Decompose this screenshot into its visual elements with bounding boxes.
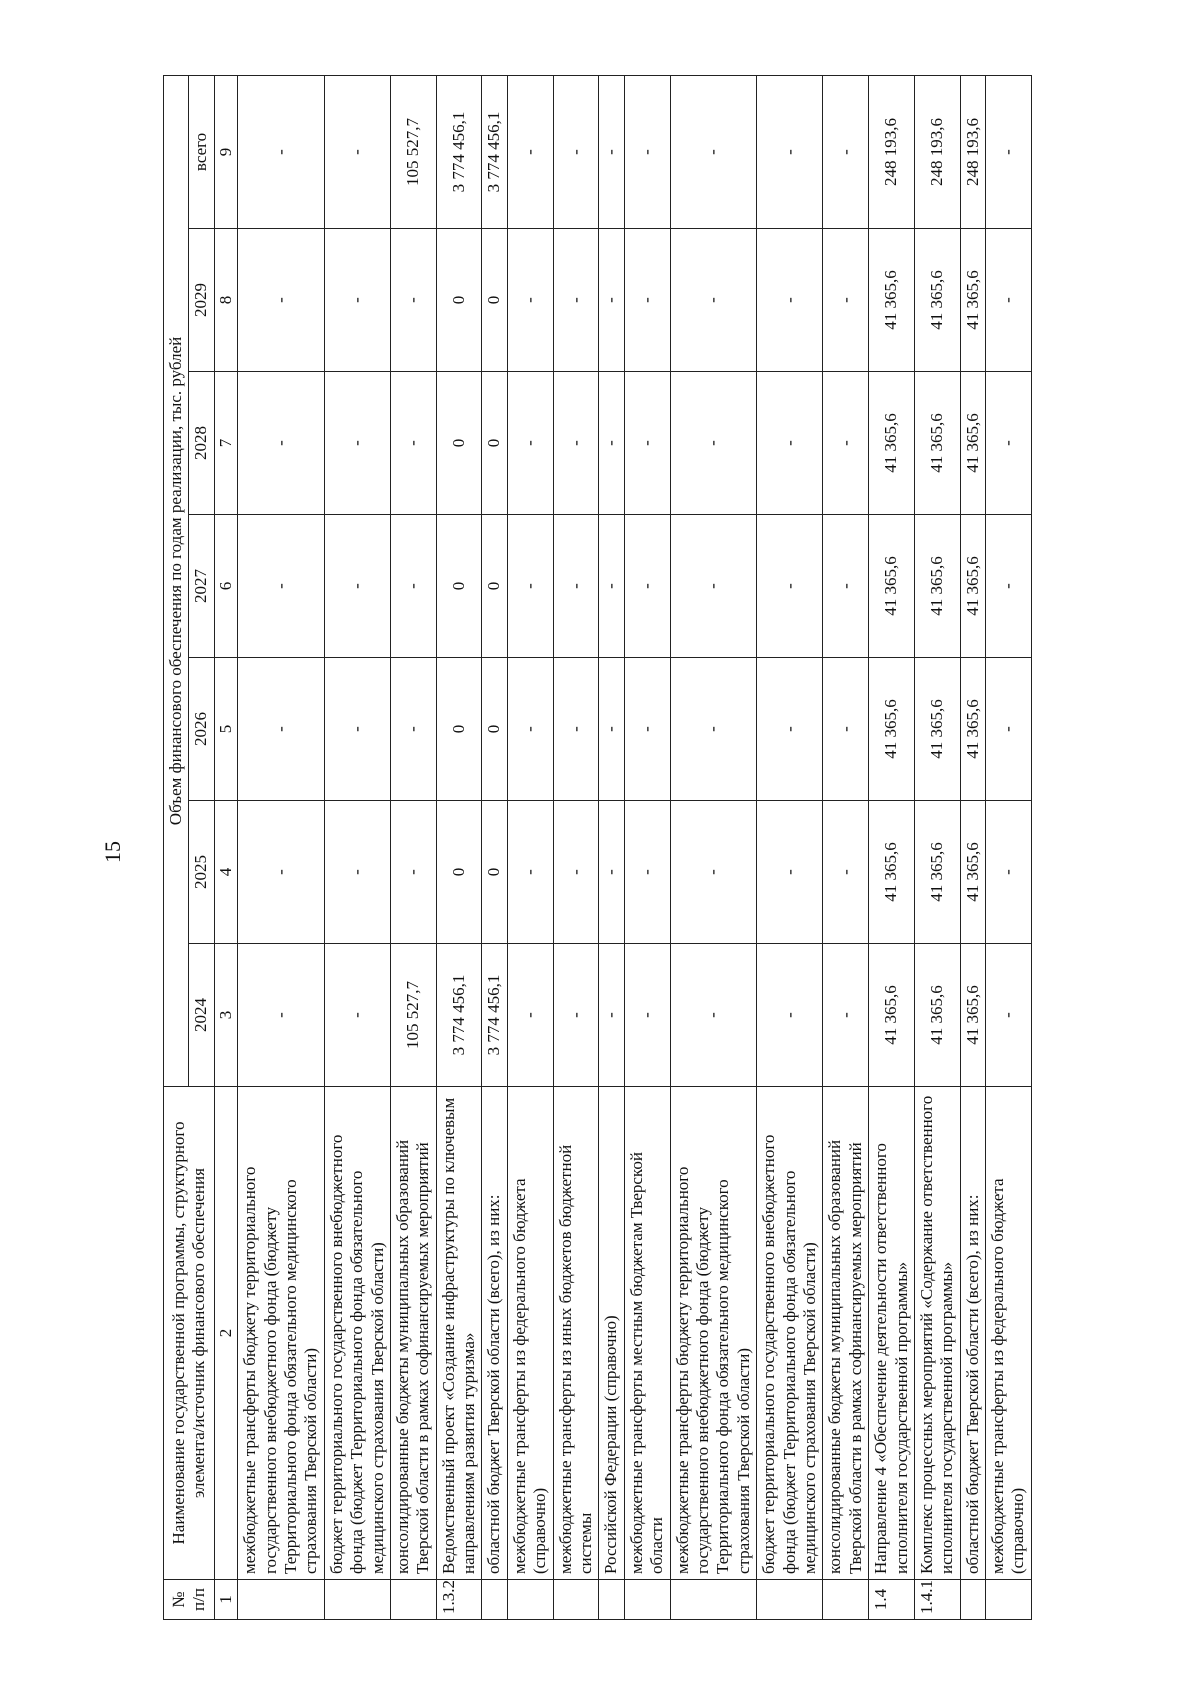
header-year: 2025	[189, 801, 214, 944]
row-name: консолидированные бюджеты муниципальных образований Тверской области в рамках софинансируемых мероприятий	[390, 1087, 436, 1580]
table-row	[599, 75, 624, 1619]
index-cell: 9	[214, 75, 237, 228]
value-year: -	[986, 229, 1032, 372]
value-year: -	[757, 229, 823, 372]
value-year: 0	[482, 658, 507, 801]
value-year: -	[390, 515, 436, 658]
value-year: -	[507, 944, 553, 1087]
value-year: 41 365,6	[914, 372, 960, 515]
value-year: -	[507, 658, 553, 801]
value-year: -	[238, 515, 325, 658]
value-year: -	[553, 372, 599, 515]
value-year: -	[324, 372, 390, 515]
value-year: -	[553, 658, 599, 801]
value-year: 0	[436, 229, 482, 372]
value-year: -	[986, 515, 1032, 658]
table-row	[869, 75, 915, 1619]
value-year: 41 365,6	[960, 515, 985, 658]
value-year: 0	[436, 801, 482, 944]
row-name: Направление 4 «Обеспечение деятельности ответственного исполнителя государственной программы»	[869, 1087, 915, 1580]
value-year: -	[390, 372, 436, 515]
value-year: -	[670, 229, 757, 372]
row-number	[624, 1580, 670, 1620]
value-year: 0	[482, 372, 507, 515]
value-year: -	[986, 944, 1032, 1087]
value-total: -	[624, 75, 670, 228]
header-year: 2028	[189, 372, 214, 515]
table-row	[324, 75, 390, 1619]
row-name: межбюджетные трансферты бюджету территориального государственного внебюджетного фонда (бюджету Территориального фонда обязательного медицинского страхования Тверской области)	[670, 1087, 757, 1580]
value-year: -	[238, 944, 325, 1087]
value-year: 41 365,6	[960, 944, 985, 1087]
value-year: -	[238, 229, 325, 372]
index-cell: 6	[214, 515, 237, 658]
value-year: -	[823, 515, 869, 658]
table-row	[390, 75, 436, 1619]
row-number	[960, 1580, 985, 1620]
header-year: 2027	[189, 515, 214, 658]
table-row	[757, 75, 823, 1619]
value-total: -	[670, 75, 757, 228]
value-total: -	[757, 75, 823, 228]
value-total: -	[238, 75, 325, 228]
value-year: 41 365,6	[869, 229, 915, 372]
value-year: 0	[436, 658, 482, 801]
value-year: -	[324, 515, 390, 658]
value-year: -	[823, 229, 869, 372]
row-name: межбюджетные трансферты из федерального бюджета (справочно)	[507, 1087, 553, 1580]
value-year: 41 365,6	[960, 372, 985, 515]
row-name: бюджет территориального государственного внебюджетного фонда (бюджет Территориального фонда обязательного медицинского страхования Тверской области)	[324, 1087, 390, 1580]
row-name: межбюджетные трансферты из федерального бюджета (справочно)	[986, 1087, 1032, 1580]
value-year: -	[823, 372, 869, 515]
value-year: -	[670, 658, 757, 801]
value-year: -	[624, 372, 670, 515]
table-row	[823, 75, 869, 1619]
value-year: 0	[482, 801, 507, 944]
value-year: -	[986, 658, 1032, 801]
value-year: -	[238, 801, 325, 944]
row-number	[238, 1580, 325, 1620]
value-year: -	[553, 229, 599, 372]
value-year: -	[599, 658, 624, 801]
row-number	[670, 1580, 757, 1620]
value-total: -	[599, 75, 624, 228]
value-year: -	[624, 944, 670, 1087]
value-total: 105 527,7	[390, 75, 436, 228]
financing-table	[163, 75, 1032, 1620]
row-name: межбюджетные трансферты из иных бюджетов бюджетной системы	[553, 1087, 599, 1580]
value-year: -	[757, 801, 823, 944]
value-year: 41 365,6	[914, 515, 960, 658]
value-year: -	[238, 658, 325, 801]
value-year: -	[757, 372, 823, 515]
value-year: -	[624, 515, 670, 658]
header-name: Наименование государственной программы, структурного элемента/источник финансового обеспечения	[164, 1087, 215, 1580]
table-body	[238, 75, 1032, 1619]
value-total: -	[553, 75, 599, 228]
index-cell: 1	[214, 1580, 237, 1620]
index-cell: 2	[214, 1087, 237, 1580]
index-cell: 4	[214, 801, 237, 944]
row-name: Ведомственный проект «Создание инфраструктуры по ключевым направлениям развития туризма»	[436, 1087, 482, 1580]
row-name: областной бюджет Тверской области (всего), из них:	[960, 1087, 985, 1580]
value-year: -	[986, 372, 1032, 515]
header-group: Объем финансового обеспечения по годам реализации, тыс. рублей	[164, 75, 189, 1086]
value-year: -	[324, 944, 390, 1087]
value-year: -	[507, 372, 553, 515]
value-year: -	[757, 944, 823, 1087]
row-name: областной бюджет Тверской области (всего), из них:	[482, 1087, 507, 1580]
row-name: Российской Федерации (справочно)	[599, 1087, 624, 1580]
value-year: -	[599, 372, 624, 515]
row-number: 1.4	[869, 1580, 915, 1620]
value-year: -	[390, 801, 436, 944]
header-year: 2026	[189, 658, 214, 801]
value-year: -	[238, 372, 325, 515]
row-number	[986, 1580, 1032, 1620]
value-year: -	[599, 801, 624, 944]
value-year: -	[390, 658, 436, 801]
value-year: -	[324, 801, 390, 944]
row-name: Комплекс процессных мероприятий «Содержание ответственного исполнителя государственной программы»	[914, 1087, 960, 1580]
value-year: -	[670, 372, 757, 515]
table-row	[482, 75, 507, 1619]
row-name: консолидированные бюджеты муниципальных образований Тверской области в рамках софинансируемых мероприятий	[823, 1087, 869, 1580]
value-year: -	[507, 801, 553, 944]
header-total: всего	[189, 75, 214, 228]
value-year: -	[599, 229, 624, 372]
value-year: -	[553, 515, 599, 658]
row-name: межбюджетные трансферты бюджету территориального государственного внебюджетного фонда (бюджету Территориального фонда обязательного медицинского страхования Тверской области)	[238, 1087, 325, 1580]
table-row	[960, 75, 985, 1619]
row-number: 1.4.1	[914, 1580, 960, 1620]
value-total: -	[823, 75, 869, 228]
value-year: 0	[436, 515, 482, 658]
value-year: -	[324, 229, 390, 372]
value-year: -	[986, 801, 1032, 944]
value-year: -	[599, 515, 624, 658]
table-row	[914, 75, 960, 1619]
value-year: -	[823, 944, 869, 1087]
row-number	[599, 1580, 624, 1620]
value-year: 0	[482, 515, 507, 658]
value-year: 0	[436, 372, 482, 515]
value-year: -	[823, 801, 869, 944]
value-year: -	[670, 515, 757, 658]
value-year: 105 527,7	[390, 944, 436, 1087]
value-year: 3 774 456,1	[436, 944, 482, 1087]
value-year: -	[553, 944, 599, 1087]
value-year: -	[757, 658, 823, 801]
value-year: 0	[482, 229, 507, 372]
row-number	[390, 1580, 436, 1620]
value-year: 41 365,6	[869, 658, 915, 801]
value-year: -	[507, 229, 553, 372]
value-year: 41 365,6	[914, 944, 960, 1087]
value-year: -	[390, 229, 436, 372]
value-year: 41 365,6	[914, 229, 960, 372]
value-year: 41 365,6	[914, 801, 960, 944]
value-year: -	[624, 229, 670, 372]
value-total: 3 774 456,1	[436, 75, 482, 228]
value-year: -	[624, 658, 670, 801]
row-number: 1.3.2	[436, 1580, 482, 1620]
table-row	[986, 75, 1032, 1619]
index-cell: 7	[214, 372, 237, 515]
value-year: 3 774 456,1	[482, 944, 507, 1087]
value-year: 41 365,6	[914, 658, 960, 801]
index-cell: 3	[214, 944, 237, 1087]
value-year: 41 365,6	[869, 801, 915, 944]
value-year: -	[823, 658, 869, 801]
row-number	[507, 1580, 553, 1620]
table-row	[553, 75, 599, 1619]
header-num: № п/п	[164, 1580, 215, 1620]
table-row	[507, 75, 553, 1619]
value-total: 248 193,6	[960, 75, 985, 228]
value-total: 248 193,6	[869, 75, 915, 228]
value-year: -	[670, 944, 757, 1087]
value-year: -	[757, 515, 823, 658]
row-number	[553, 1580, 599, 1620]
header-year: 2024	[189, 944, 214, 1087]
row-number	[482, 1580, 507, 1620]
value-year: -	[324, 658, 390, 801]
value-total: -	[507, 75, 553, 228]
value-year: 41 365,6	[869, 372, 915, 515]
value-year: 41 365,6	[869, 944, 915, 1087]
row-name: бюджет территориального государственного внебюджетного фонда (бюджет Территориального фонда обязательного медицинского страхования Тверской области)	[757, 1087, 823, 1580]
value-total: 248 193,6	[914, 75, 960, 228]
value-year: -	[624, 801, 670, 944]
index-cell: 5	[214, 658, 237, 801]
header-year: 2029	[189, 229, 214, 372]
row-number	[823, 1580, 869, 1620]
value-year: 41 365,6	[960, 229, 985, 372]
value-total: -	[324, 75, 390, 228]
value-year: 41 365,6	[869, 515, 915, 658]
value-year: -	[670, 801, 757, 944]
index-cell: 8	[214, 229, 237, 372]
table-row	[670, 75, 757, 1619]
table-row	[624, 75, 670, 1619]
value-year: -	[599, 944, 624, 1087]
value-year: -	[507, 515, 553, 658]
value-year: 41 365,6	[960, 801, 985, 944]
index-row	[214, 75, 237, 1619]
value-total: 3 774 456,1	[482, 75, 507, 228]
row-number	[324, 1580, 390, 1620]
value-total: -	[986, 75, 1032, 228]
page-number: 15	[100, 841, 125, 863]
table-row	[238, 75, 325, 1619]
value-year: -	[553, 801, 599, 944]
row-name: межбюджетные трансферты местным бюджетам Тверской области	[624, 1087, 670, 1580]
row-number	[757, 1580, 823, 1620]
table-row	[436, 75, 482, 1619]
value-year: 41 365,6	[960, 658, 985, 801]
